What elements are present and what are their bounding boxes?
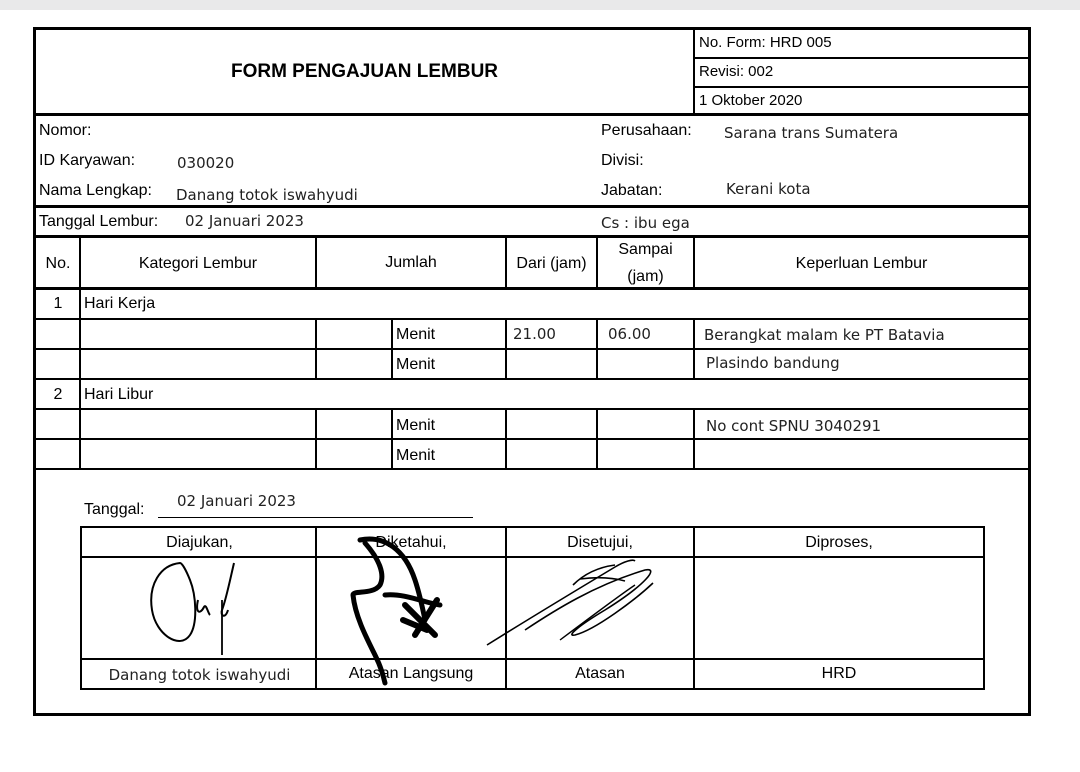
frame-left xyxy=(33,27,36,716)
nama-lengkap-label: Nama Lengkap: xyxy=(39,182,152,199)
signature-date-value: 02 Januari 2023 xyxy=(177,492,296,510)
signature-title-diajukan: Diajukan, xyxy=(166,534,233,551)
signature-title-disetujui: Disetujui, xyxy=(567,534,633,551)
row-dari: 21.00 xyxy=(513,325,556,343)
perusahaan-label: Perusahaan: xyxy=(601,122,692,139)
frame-top xyxy=(33,27,1031,30)
jabatan-value: Kerani kota xyxy=(726,180,811,198)
form-title: FORM PENGAJUAN LEMBUR xyxy=(230,61,499,82)
frame-bottom xyxy=(33,713,1031,716)
signature-atasan-langsung xyxy=(345,535,455,685)
id-karyawan-label: ID Karyawan: xyxy=(39,152,136,169)
section-label: Hari Kerja xyxy=(84,295,156,312)
signer-role-atasan-langsung: Atasan Langsung xyxy=(348,665,474,682)
section-number: 1 xyxy=(53,295,63,312)
form-revision: Revisi: 002 xyxy=(699,63,774,80)
header-divider xyxy=(693,29,695,115)
col-header-no: No. xyxy=(45,255,71,272)
info-bottom-line xyxy=(34,205,1030,208)
signature-pengaju xyxy=(140,555,250,665)
frame-right xyxy=(1028,27,1031,716)
row-unit: Menit xyxy=(396,417,436,434)
perusahaan-value: Sarana trans Sumatera xyxy=(724,124,899,142)
col-header-dari: Dari (jam) xyxy=(516,255,587,272)
row-keperluan: Berangkat malam ke PT Batavia xyxy=(704,326,945,344)
signer-name-pengaju: Danang totok iswahyudi xyxy=(108,666,291,684)
signature-title-diketahui: Diketahui, xyxy=(375,534,447,551)
row-unit: Menit xyxy=(396,447,436,464)
row-sampai: 06.00 xyxy=(608,325,651,343)
signer-role-atasan: Atasan xyxy=(575,665,625,682)
row-keperluan: Plasindo bandung xyxy=(706,354,840,372)
header-bottom-line xyxy=(34,113,1030,116)
col-header-jumlah: Jumlah xyxy=(385,254,437,271)
table-top-line xyxy=(34,235,1030,238)
nomor-label: Nomor: xyxy=(39,122,92,139)
form-revision-date: 1 Oktober 2020 xyxy=(699,92,803,109)
section-label: Hari Libur xyxy=(84,386,154,403)
tanggal-lembur-value: 02 Januari 2023 xyxy=(185,212,304,230)
signer-role-hrd: HRD xyxy=(821,665,857,682)
row-keperluan: No cont SPNU 3040291 xyxy=(706,417,882,435)
col-header-sampai: Sampai xyxy=(618,241,673,258)
tanggal-lembur-label: Tanggal Lembur: xyxy=(39,213,159,230)
section-number: 2 xyxy=(53,386,63,403)
cs-note: Cs : ibu ega xyxy=(601,214,690,232)
signature-atasan xyxy=(485,555,660,650)
signature-title-diproses: Diproses, xyxy=(805,534,873,551)
signature-date-label: Tanggal: xyxy=(84,501,145,518)
divisi-label: Divisi: xyxy=(601,152,644,169)
col-header-kategori: Kategori Lembur xyxy=(138,255,258,272)
id-karyawan-value: 030020 xyxy=(177,154,235,172)
form-number: No. Form: HRD 005 xyxy=(699,34,832,51)
col-header-sampai-unit: (jam) xyxy=(627,268,664,285)
row-unit: Menit xyxy=(396,356,436,373)
jabatan-label: Jabatan: xyxy=(601,182,663,199)
nama-lengkap-value: Danang totok iswahyudi xyxy=(176,186,358,204)
col-header-keperluan: Keperluan Lembur xyxy=(795,255,928,272)
signature-date-underline xyxy=(158,517,473,518)
row-unit: Menit xyxy=(396,326,436,343)
